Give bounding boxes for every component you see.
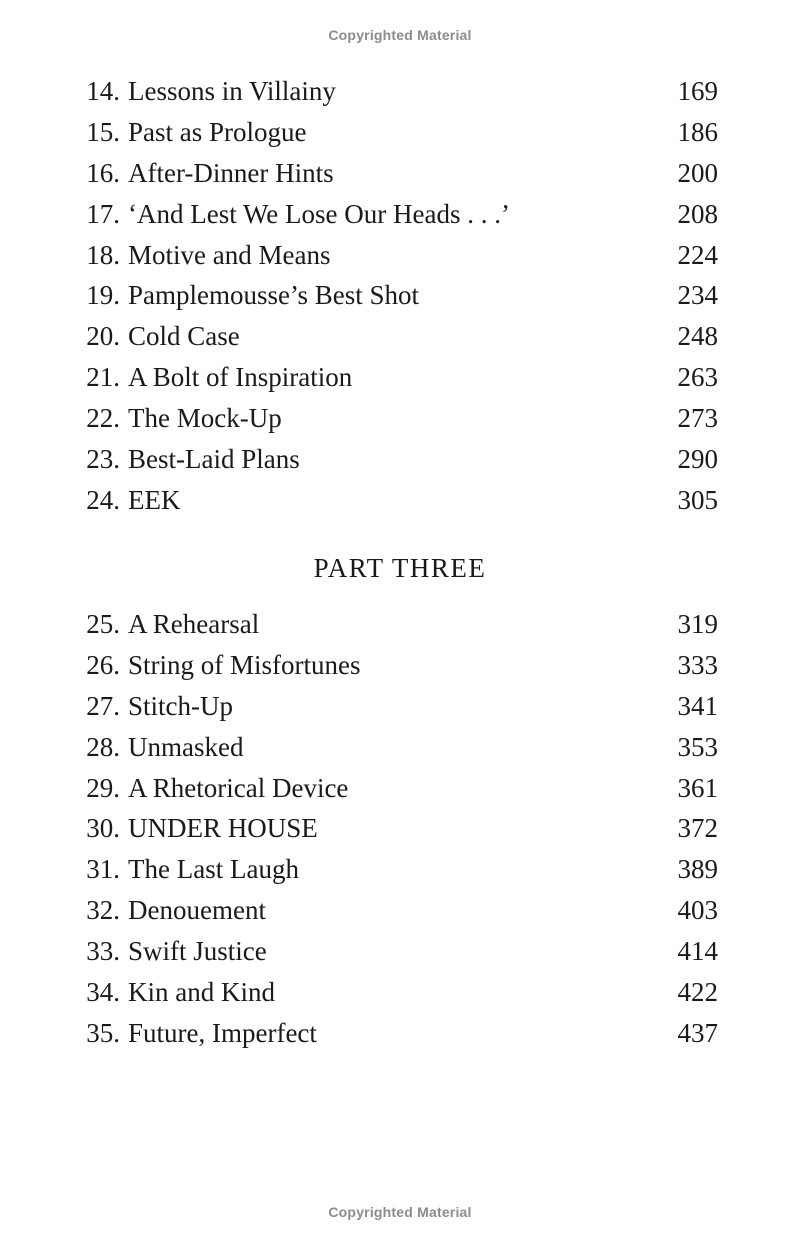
- toc-entry: [80, 197, 720, 238]
- chapter-number: 20.: [86, 321, 120, 352]
- chapter-number: 34.: [86, 977, 120, 1008]
- page-number: 389: [677, 854, 718, 885]
- page-number: 414: [677, 936, 718, 967]
- page-number: 248: [677, 321, 718, 352]
- toc-entry: [80, 74, 720, 115]
- part-heading: PART THREE: [313, 553, 487, 583]
- toc-entry: [80, 401, 720, 442]
- chapter-title: A Rhetorical Device: [128, 772, 349, 803]
- page-number: 353: [677, 731, 718, 762]
- toc-entry: [80, 730, 720, 771]
- chapter-number: 16.: [86, 157, 120, 188]
- page-number: 263: [677, 362, 718, 393]
- chapter-title: Unmasked: [128, 731, 244, 762]
- toc-entry: [80, 1016, 720, 1057]
- toc-list-part-two: [80, 74, 720, 524]
- page-number: 200: [677, 157, 718, 188]
- chapter-title: Swift Justice: [128, 936, 267, 967]
- chapter-number: 23.: [86, 444, 120, 475]
- toc-entry: [80, 607, 720, 648]
- chapter-number: 24.: [86, 484, 120, 515]
- chapter-title: ‘And Lest We Lose Our Heads . . .’: [128, 198, 510, 229]
- page-number: 372: [677, 813, 718, 844]
- chapter-number: 32.: [86, 895, 120, 926]
- chapter-title: String of Misfortunes: [128, 649, 361, 680]
- toc-entry: [80, 156, 720, 197]
- chapter-title: Lessons in Villainy: [128, 76, 336, 106]
- toc-entry: [80, 852, 720, 893]
- toc-entry: [80, 483, 720, 524]
- page-number: 437: [677, 1017, 718, 1048]
- toc-entry: [80, 442, 720, 483]
- chapter-title: A Bolt of Inspiration: [128, 362, 353, 393]
- chapter-title: EEK: [128, 484, 181, 515]
- page-number: 333: [677, 649, 718, 680]
- chapter-number: 17.: [86, 198, 120, 229]
- toc-list-part-three: [80, 607, 720, 1057]
- chapter-number: 29.: [86, 772, 120, 803]
- page-number: 208: [677, 198, 718, 229]
- toc-entry: [80, 278, 720, 319]
- chapter-number: 22.: [86, 403, 120, 434]
- chapter-number: 21.: [86, 362, 120, 393]
- toc-entry: [80, 319, 720, 360]
- chapter-number: 35.: [86, 1017, 120, 1048]
- toc-entry: [80, 238, 720, 279]
- chapter-title: The Mock-Up: [128, 403, 282, 434]
- toc-entry: [80, 689, 720, 730]
- toc-entry: [80, 771, 720, 812]
- toc-entry: [80, 975, 720, 1016]
- page-number: 224: [677, 239, 718, 270]
- page-number: 341: [677, 690, 718, 721]
- chapter-number: 33.: [86, 936, 120, 967]
- chapter-title: A Rehearsal: [128, 609, 260, 639]
- chapter-number: 28.: [86, 731, 120, 762]
- chapter-title: The Last Laugh: [128, 854, 299, 885]
- chapter-number: 19.: [86, 280, 120, 311]
- page-number: 319: [677, 609, 718, 639]
- chapter-number: 31.: [86, 854, 120, 885]
- chapter-number: 15.: [86, 116, 120, 147]
- toc-entry: [80, 811, 720, 852]
- chapter-title: Motive and Means: [128, 239, 331, 270]
- chapter-title: Past as Prologue: [128, 116, 307, 147]
- page-number: 422: [677, 977, 718, 1008]
- chapter-title: UNDER HOUSE: [128, 813, 318, 844]
- chapter-title: Cold Case: [128, 321, 240, 352]
- toc-entry: [80, 648, 720, 689]
- chapter-title: Stitch-Up: [128, 690, 233, 721]
- page-number: 273: [677, 403, 718, 434]
- chapter-number: 14.: [86, 76, 120, 106]
- page-number: 305: [677, 484, 718, 515]
- page-number: 290: [677, 444, 718, 475]
- page-number: 361: [677, 772, 718, 803]
- chapter-title: After-Dinner Hints: [128, 157, 334, 188]
- page-number: 234: [677, 280, 718, 311]
- chapter-number: 25.: [86, 609, 120, 639]
- chapter-title: Best-Laid Plans: [128, 444, 300, 475]
- toc-entry: [80, 115, 720, 156]
- chapter-number: 26.: [86, 649, 120, 680]
- copyright-watermark-bottom: Copyrighted Material: [328, 1204, 472, 1220]
- chapter-number: 27.: [86, 690, 120, 721]
- page-number: 403: [677, 895, 718, 926]
- page-number: 169: [677, 76, 718, 106]
- copyright-watermark-top: Copyrighted Material: [328, 27, 472, 43]
- toc-entry: [80, 360, 720, 401]
- chapter-title: Future, Imperfect: [128, 1017, 317, 1048]
- chapter-title: Kin and Kind: [128, 977, 275, 1008]
- chapter-title: Denouement: [128, 895, 266, 926]
- page-number: 186: [677, 116, 718, 147]
- chapter-title: Pamplemousse’s Best Shot: [128, 280, 420, 311]
- chapter-number: 18.: [86, 239, 120, 270]
- toc-entry: [80, 934, 720, 975]
- toc-entry: [80, 893, 720, 934]
- chapter-number: 30.: [86, 813, 120, 844]
